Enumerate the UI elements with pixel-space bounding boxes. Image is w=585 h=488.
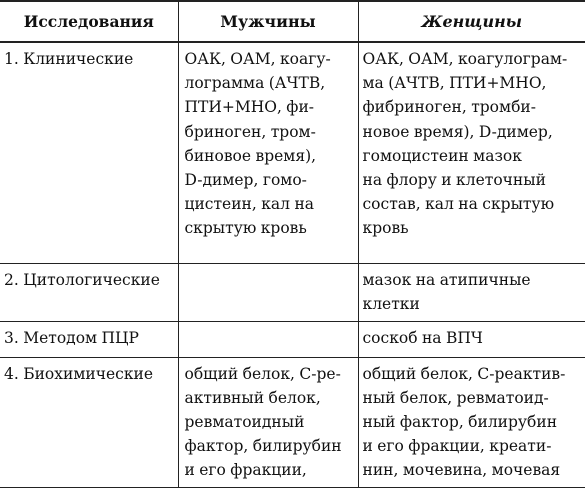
table-row-clinical [0, 42, 585, 263]
table-row-cytological [0, 263, 585, 321]
row-name: 4. Биохимические [0, 358, 178, 389]
row-name: 3. Методом ПЦР [0, 322, 178, 353]
row-women-value: ОАК, ОАМ, коагулограм- ма (АЧТВ, ПТИ+МНО, фибриноген, тромби- новое время), D-димер, гомоцистеин мазок на флору и клеточный состав, кал на скрытую кровь [359, 43, 585, 244]
row-name: 1. Клинические [0, 43, 178, 74]
row-name: 2. Цитологические [0, 264, 178, 295]
row-men-value: общий белок, С-ре- активный белок, ревматоидный фактор, билирубин и его фракции, [179, 358, 358, 486]
row-women-value: мазок на атипичные клетки [359, 264, 585, 319]
row-women-value: соскоб на ВПЧ [359, 322, 585, 353]
row-men-value: ОАК, ОАМ, коагу- лограмма (АЧТВ, ПТИ+МНО, фи- бриноген, тром- биновое время), D-димер, гомо- цистеин, кал на скрытую кровь [179, 43, 358, 244]
table-row-biochemical [0, 357, 585, 487]
row-women-value: общий белок, С-реактив- ный белок, ревматоид- ный фактор, билирубин и его фракции, креати- нин, мочевина, мочевая [359, 358, 585, 486]
row-men-value [179, 322, 358, 329]
row-men-value [179, 264, 358, 271]
table-header-row [0, 1, 585, 42]
header-research: Исследования [0, 1, 178, 42]
table-row-pcr [0, 321, 585, 357]
header-men: Мужчины [178, 1, 358, 42]
header-women: Женщины [358, 1, 585, 42]
